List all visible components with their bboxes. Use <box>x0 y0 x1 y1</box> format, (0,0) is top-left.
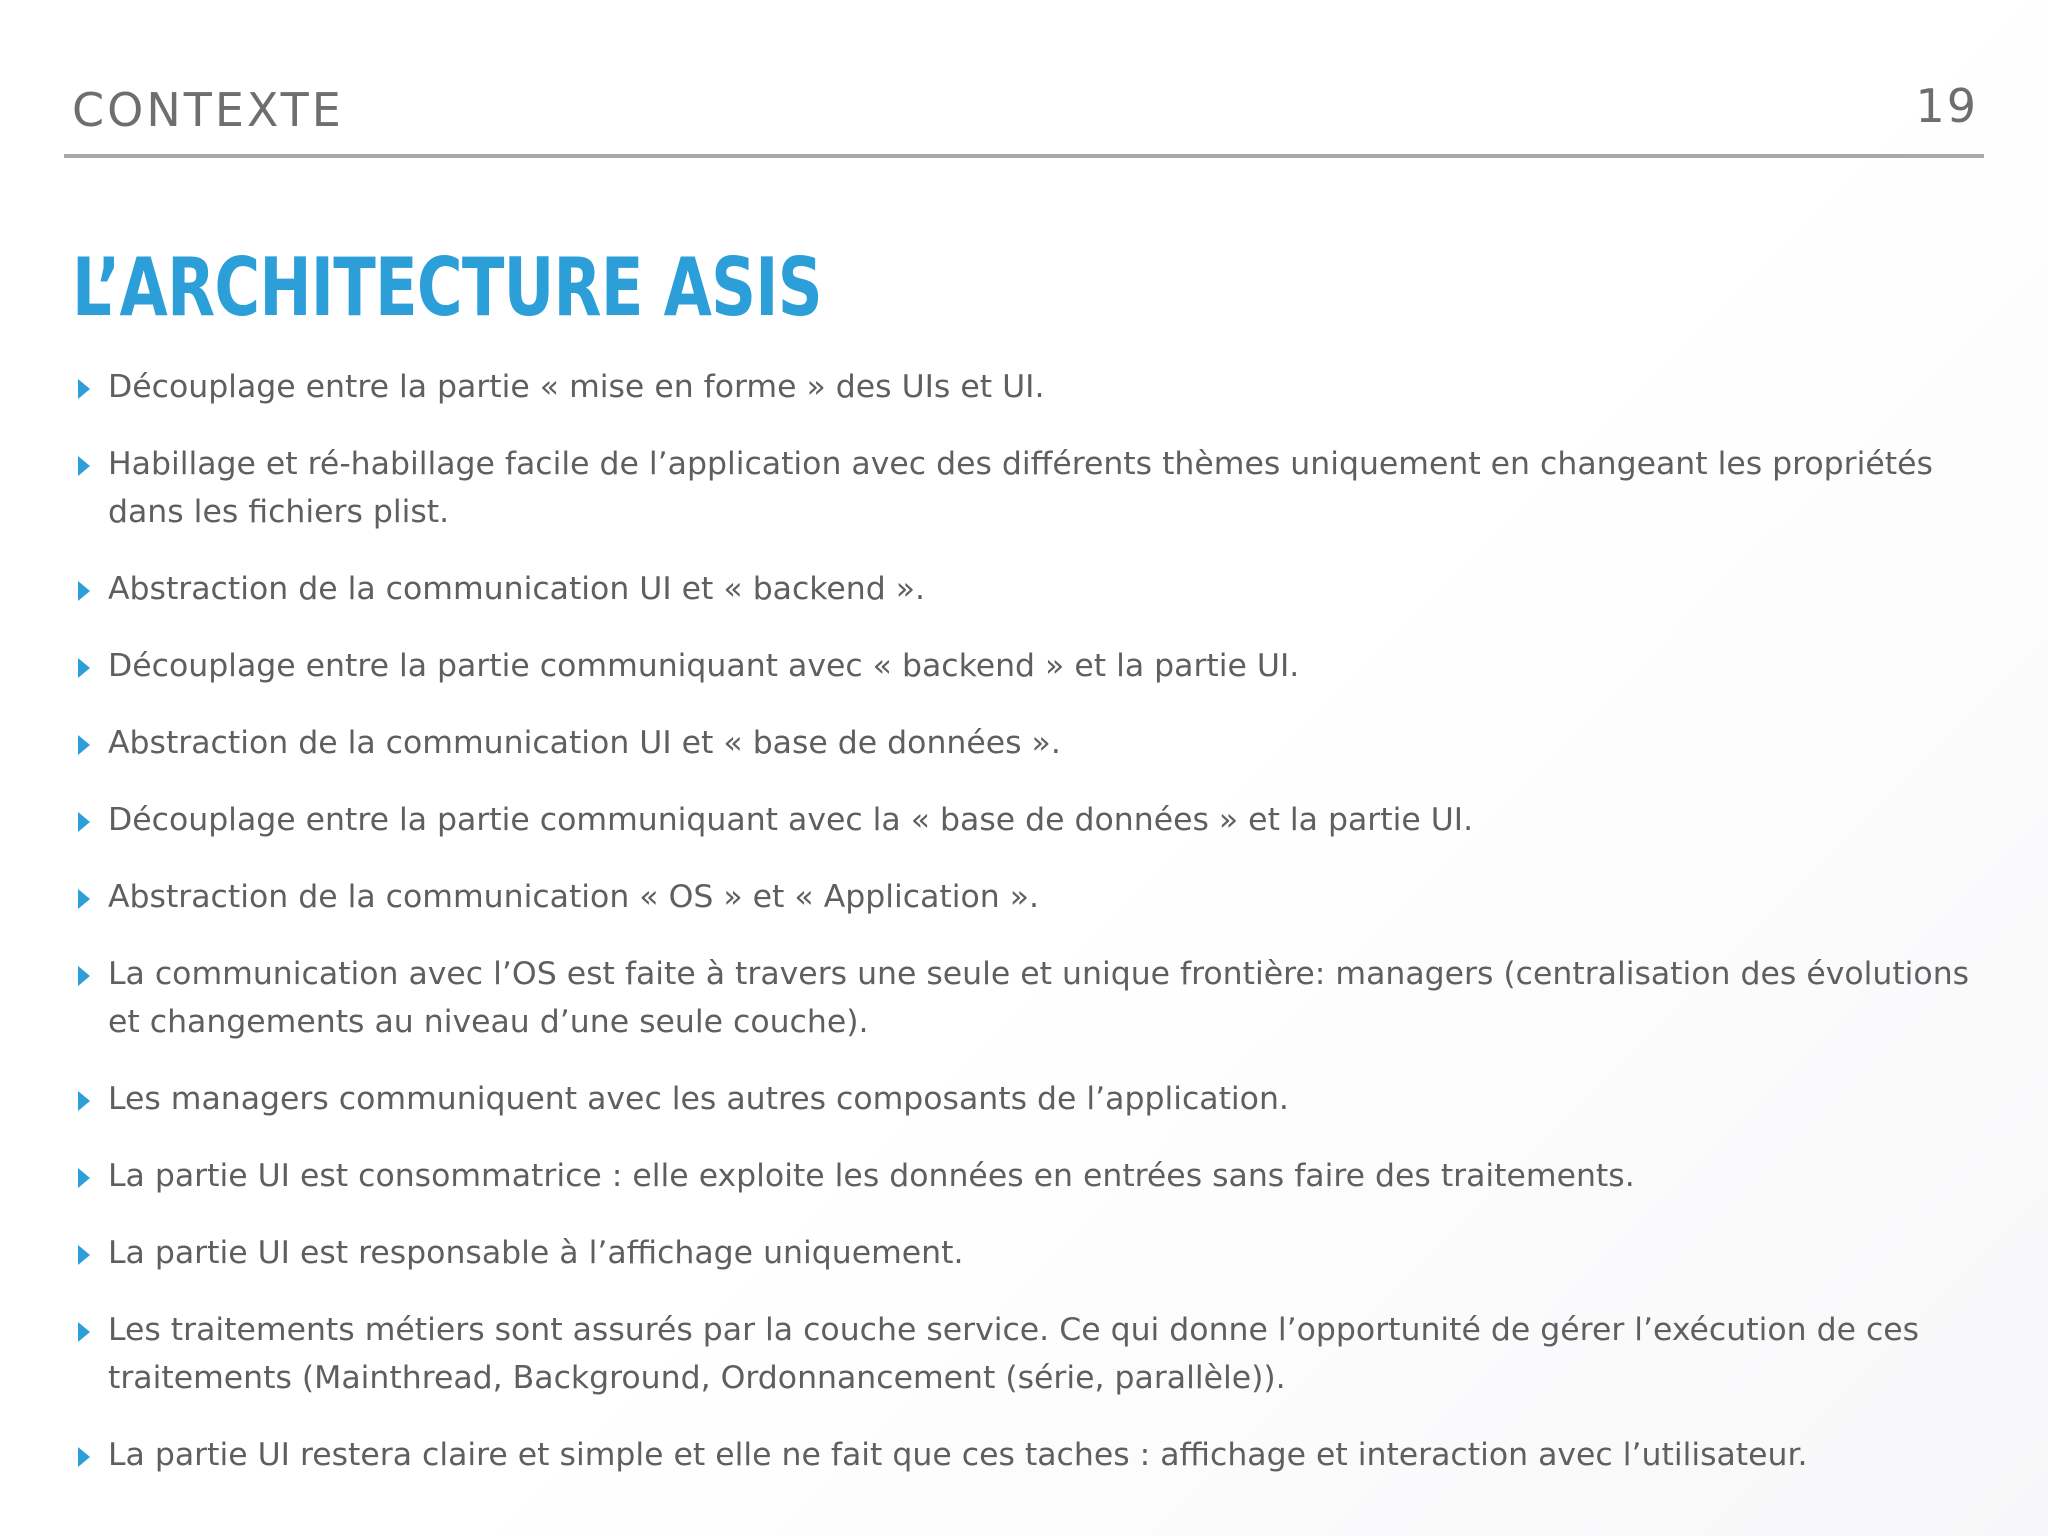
triangle-right-icon <box>72 565 108 613</box>
triangle-right-icon <box>72 950 108 998</box>
bullet-text: Découplage entre la partie communiquant avec la « base de données » et la partie UI. <box>108 802 1474 838</box>
triangle-right-icon <box>72 642 108 690</box>
triangle-right-icon <box>72 1431 108 1479</box>
bullet-item <box>72 642 1982 690</box>
triangle-right-icon <box>72 873 108 921</box>
bullet-item <box>72 1075 1982 1123</box>
triangle-right-icon <box>72 1075 108 1123</box>
triangle-right-icon <box>72 440 108 488</box>
bullet-item <box>72 1431 1982 1479</box>
triangle-right-icon <box>72 1152 108 1200</box>
bullet-text: Les traitements métiers sont assurés par la couche service. Ce qui donne l’opportunité de gérer l’exécution de ces traitements (Mainthread, Background, Ordonnancement (série, parallèle)). <box>108 1312 1920 1396</box>
bullet-item <box>72 1229 1982 1277</box>
bullet-item <box>72 1152 1982 1200</box>
triangle-right-icon <box>72 1306 108 1354</box>
bullet-text: Abstraction de la communication UI et « backend ». <box>108 571 926 607</box>
header-divider <box>64 154 1984 158</box>
triangle-right-icon <box>72 1229 108 1277</box>
bullet-item <box>72 719 1982 767</box>
bullet-item <box>72 363 1982 411</box>
bullet-text: Découplage entre la partie communiquant avec « backend » et la partie UI. <box>108 648 1300 684</box>
bullet-list <box>72 363 1982 1508</box>
bullet-item <box>72 440 1982 536</box>
bullet-item <box>72 950 1982 1046</box>
triangle-right-icon <box>72 719 108 767</box>
bullet-text: Les managers communiquent avec les autres composants de l’application. <box>108 1081 1289 1117</box>
triangle-right-icon <box>72 363 108 411</box>
page-number: 19 <box>1915 79 1978 133</box>
triangle-right-icon <box>72 796 108 844</box>
bullet-item <box>72 873 1982 921</box>
bullet-item <box>72 1306 1982 1402</box>
bullet-item <box>72 796 1982 844</box>
bullet-text: Abstraction de la communication UI et « base de données ». <box>108 725 1061 761</box>
slide-title: L’ARCHITECTURE ASIS <box>72 241 822 334</box>
bullet-text: Habillage et ré-habillage facile de l’application avec des différents thèmes uniquement en changeant les propriétés dans les fichiers plist. <box>108 446 1933 530</box>
bullet-text: La communication avec l’OS est faite à travers une seule et unique frontière: managers (centralisation des évolutions et changements au niveau d’une seule couche). <box>108 956 1970 1040</box>
bullet-text: La partie UI est consommatrice : elle exploite les données en entrées sans faire des traitements. <box>108 1158 1635 1194</box>
bullet-item <box>72 565 1982 613</box>
bullet-text: Découplage entre la partie « mise en forme » des UIs et UI. <box>108 369 1045 405</box>
bullet-text: La partie UI est responsable à l’affichage uniquement. <box>108 1235 964 1271</box>
section-label: CONTEXTE <box>72 83 344 137</box>
bullet-text: La partie UI restera claire et simple et elle ne fait que ces taches : affichage et interaction avec l’utilisateur. <box>108 1437 1808 1473</box>
bullet-text: Abstraction de la communication « OS » et « Application ». <box>108 879 1040 915</box>
